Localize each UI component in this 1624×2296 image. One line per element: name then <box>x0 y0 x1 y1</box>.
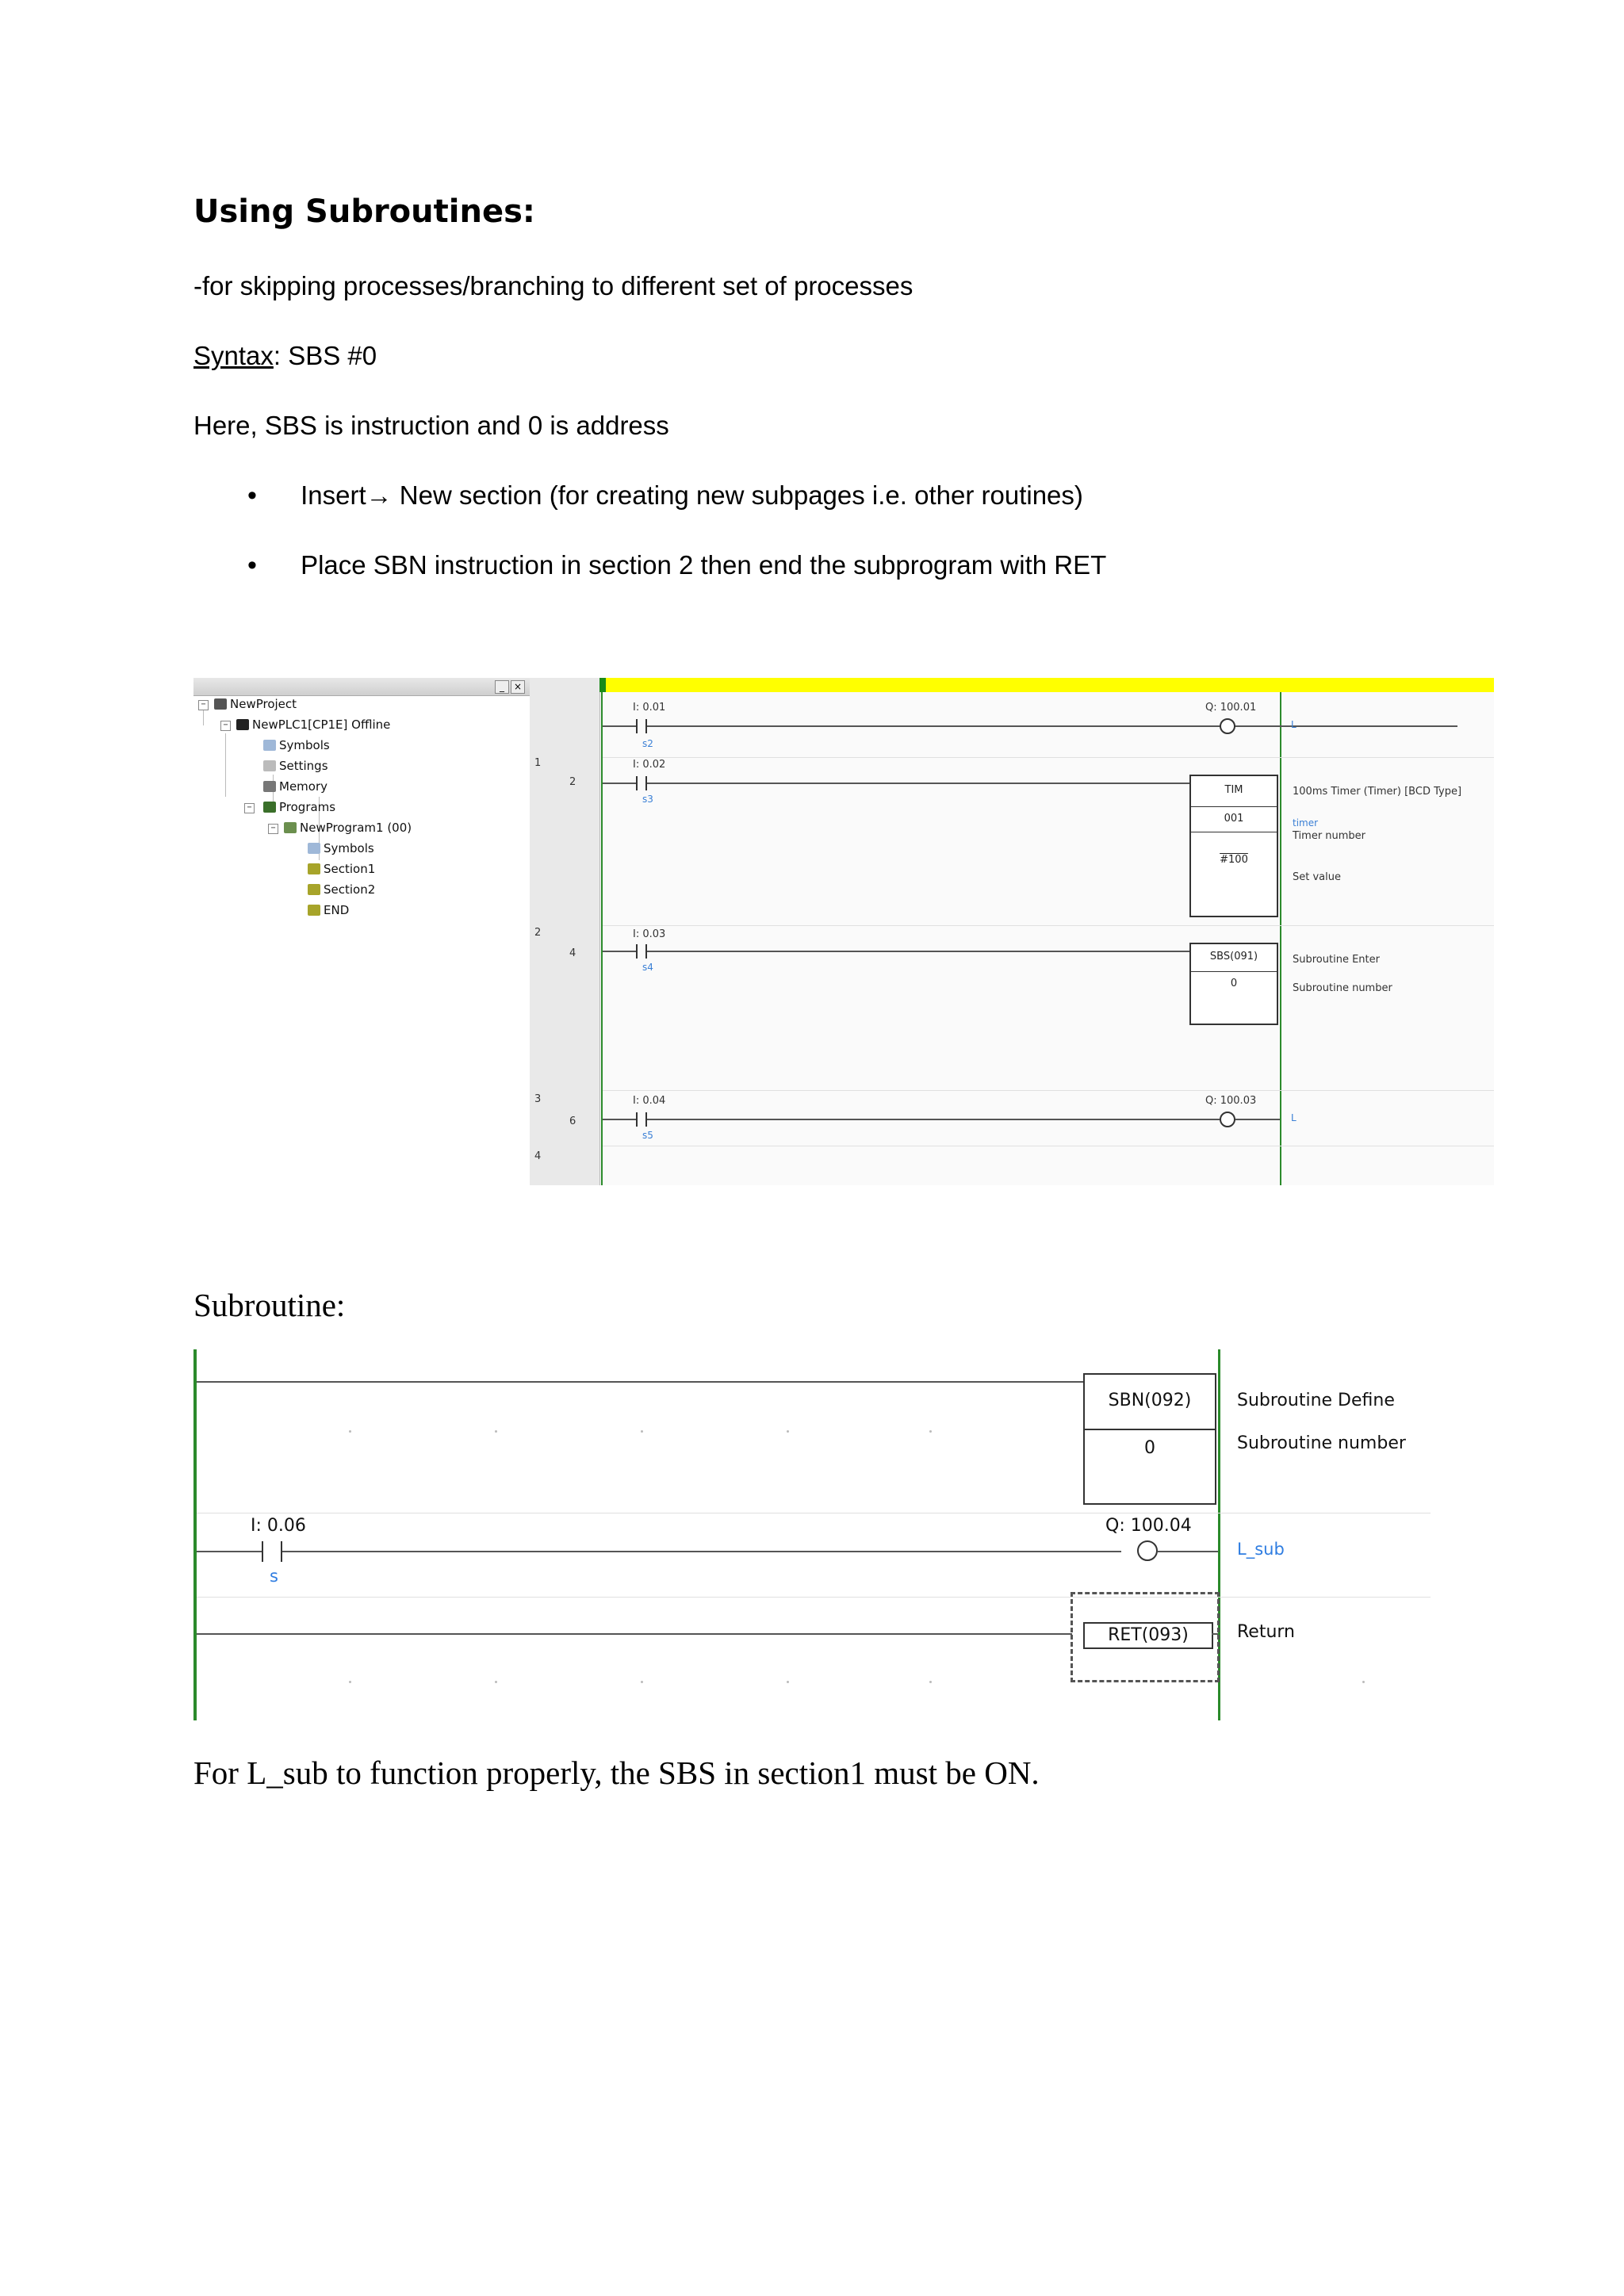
block-opcode: RET(093) <box>1108 1625 1189 1645</box>
operand-comment: Subroutine number <box>1293 982 1392 994</box>
bullet-icon: • <box>247 480 257 511</box>
coil-address: Q: 100.03 <box>1205 1095 1257 1107</box>
section-icon <box>308 905 320 916</box>
block-comment: Return <box>1237 1622 1296 1642</box>
project-tree-panel <box>193 678 530 1185</box>
collapse-icon[interactable]: − <box>220 721 231 731</box>
arrow-icon: → <box>366 480 393 510</box>
block-divider <box>1191 971 1277 972</box>
wire <box>603 951 636 952</box>
tree-item-section1[interactable]: Section1 <box>308 862 375 876</box>
rung-divider <box>603 757 1494 758</box>
step-number: 6 <box>569 1115 576 1127</box>
section-icon <box>308 863 320 874</box>
wire <box>197 1381 1085 1383</box>
wire <box>282 1551 1121 1552</box>
tree-item-memory[interactable]: Memory <box>263 779 327 794</box>
tree-item-program[interactable]: NewProgram1 (00) <box>284 821 412 835</box>
contact-symbol: s <box>270 1567 278 1586</box>
contact-symbol: s3 <box>642 794 653 805</box>
rung-divider <box>603 1090 1494 1091</box>
operand-comment: Subroutine number <box>1237 1433 1406 1453</box>
program-icon <box>284 822 297 833</box>
collapse-icon[interactable]: − <box>244 803 255 813</box>
rung-index: 3 <box>534 1093 542 1105</box>
minimize-icon[interactable]: _ <box>495 680 509 694</box>
tim-block[interactable] <box>1189 775 1278 917</box>
operand-comment: Set value <box>1293 871 1341 883</box>
tree-item-section2[interactable]: Section2 <box>308 882 375 897</box>
wire <box>647 951 1269 952</box>
grid-dot <box>641 1430 643 1433</box>
block-comment: Subroutine Define <box>1237 1391 1395 1410</box>
grid-dot <box>641 1681 643 1683</box>
tree-item-settings[interactable]: Settings <box>263 759 328 773</box>
block-operand: 001 <box>1224 813 1244 825</box>
grid-dot <box>1362 1681 1365 1683</box>
tree-item-program-symbols[interactable]: Symbols <box>308 841 374 855</box>
coil-symbol: L_sub <box>1237 1540 1285 1559</box>
block-opcode: SBS(091) <box>1209 951 1258 962</box>
rung-index: 2 <box>534 927 542 939</box>
programs-icon <box>263 802 276 813</box>
syntax-value: : SBS #0 <box>273 341 377 370</box>
wire <box>647 1119 1220 1120</box>
subroutine-screenshot <box>193 1349 1431 1720</box>
conclusion-text: For L_sub to function properly, the SBS in section1 must be ON. <box>193 1755 1040 1791</box>
coil-symbol: L <box>1291 1112 1297 1123</box>
rung-number-gutter <box>530 678 600 1185</box>
tree-connector <box>225 733 226 797</box>
block-divider <box>1085 1429 1215 1430</box>
section1-screenshot <box>193 678 1494 1185</box>
grid-dot <box>787 1681 789 1683</box>
sbs-block[interactable] <box>1189 943 1278 1025</box>
sbn-block[interactable] <box>1083 1373 1216 1505</box>
wire <box>603 725 636 727</box>
coil-icon <box>1220 1112 1235 1127</box>
grid-dot <box>349 1430 351 1433</box>
operand-symbol: timer <box>1293 817 1319 828</box>
coil-address: Q: 100.01 <box>1205 702 1257 714</box>
bullet-item-2 <box>247 550 1106 581</box>
wire <box>603 783 636 784</box>
subroutine-heading: Subroutine: <box>193 1287 346 1323</box>
section-icon <box>308 884 320 895</box>
block-opcode: TIM <box>1224 784 1243 796</box>
contact-icon <box>262 1541 263 1562</box>
wire <box>1235 1119 1280 1120</box>
block-operand: 0 <box>1144 1438 1155 1458</box>
wire <box>1158 1551 1218 1552</box>
block-divider <box>1191 806 1277 807</box>
grid-dot <box>929 1681 932 1683</box>
tree-item-end[interactable]: END <box>308 903 349 917</box>
tree-connector <box>203 710 204 725</box>
project-icon <box>214 698 227 710</box>
tree-item-symbols[interactable]: Symbols <box>263 738 330 752</box>
symbols-icon <box>263 740 276 751</box>
block-operand: 0 <box>1230 978 1238 989</box>
contact-address: I: 0.04 <box>633 1095 666 1107</box>
contact-icon <box>636 719 638 733</box>
step-number: 2 <box>569 776 576 788</box>
block-opcode: SBN(092) <box>1108 1391 1192 1410</box>
operand-comment: Timer number <box>1293 830 1366 842</box>
ret-block[interactable] <box>1083 1622 1213 1649</box>
step-number: 4 <box>569 947 576 959</box>
tree-item-plc[interactable]: NewPLC1[CP1E] Offline <box>236 718 390 732</box>
grid-dot <box>495 1681 497 1683</box>
coil-symbol: L <box>1291 719 1297 730</box>
left-power-rail <box>193 1349 197 1720</box>
coil-address: Q: 100.04 <box>1105 1516 1192 1536</box>
left-power-rail <box>601 692 603 1185</box>
bullet-text: Place SBN instruction in section 2 then end the subprogram with RET <box>301 550 1107 580</box>
rung-index: 1 <box>534 757 542 769</box>
close-icon[interactable]: × <box>511 680 525 694</box>
explanation-text: Here, SBS is instruction and 0 is address <box>193 411 669 440</box>
bullet-item-1 <box>247 480 1083 511</box>
block-comment: 100ms Timer (Timer) [BCD Type] <box>1293 786 1462 798</box>
contact-address: I: 0.01 <box>633 702 666 714</box>
plc-icon <box>236 719 249 730</box>
contact-icon <box>636 944 638 959</box>
coil-icon <box>1220 718 1235 734</box>
wire <box>647 783 1269 784</box>
contact-icon <box>636 776 638 790</box>
contact-icon <box>636 1112 638 1127</box>
tree-item-programs[interactable]: Programs <box>263 800 335 814</box>
wire <box>647 725 1457 727</box>
rung-index: 4 <box>534 1150 542 1162</box>
coil-icon <box>1137 1540 1158 1561</box>
grid-dot <box>787 1430 789 1433</box>
tree-titlebar <box>193 678 530 696</box>
grid-dot <box>349 1681 351 1683</box>
contact-address: I: 0.03 <box>633 928 666 940</box>
symbols-icon <box>308 843 320 854</box>
contact-symbol: s2 <box>642 738 653 749</box>
wire <box>197 1551 262 1552</box>
selected-rung-highlight <box>606 678 1494 692</box>
memory-icon <box>263 781 276 792</box>
collapse-icon[interactable]: − <box>198 700 209 710</box>
tree-item-project[interactable]: NewProject <box>214 697 297 711</box>
grid-dot <box>495 1430 497 1433</box>
intro-text: -for skipping processes/branching to different set of processes <box>193 271 914 300</box>
contact-symbol: s4 <box>642 962 653 973</box>
grid-dot <box>929 1430 932 1433</box>
wire <box>1235 725 1280 727</box>
rung-divider <box>197 1597 1431 1598</box>
block-operand: #100 <box>1220 854 1248 866</box>
right-power-rail <box>1280 692 1281 1185</box>
collapse-icon[interactable]: − <box>268 824 278 834</box>
contact-address: I: 0.06 <box>251 1516 306 1536</box>
document-title: Using Subroutines: <box>193 193 535 230</box>
bullet-icon: • <box>247 550 257 580</box>
wire <box>197 1633 1072 1635</box>
bullet-text: New section (for creating new subpages i.e. other routines) <box>392 480 1083 510</box>
block-comment: Subroutine Enter <box>1293 954 1380 966</box>
bullet-prefix: Insert <box>301 480 366 510</box>
rung-divider <box>603 925 1494 926</box>
syntax-line <box>193 341 377 371</box>
settings-icon <box>263 760 276 771</box>
contact-address: I: 0.02 <box>633 759 666 771</box>
wire <box>1212 1633 1218 1635</box>
wire <box>603 1119 636 1120</box>
contact-symbol: s5 <box>642 1130 653 1141</box>
syntax-label: Syntax <box>193 341 274 370</box>
